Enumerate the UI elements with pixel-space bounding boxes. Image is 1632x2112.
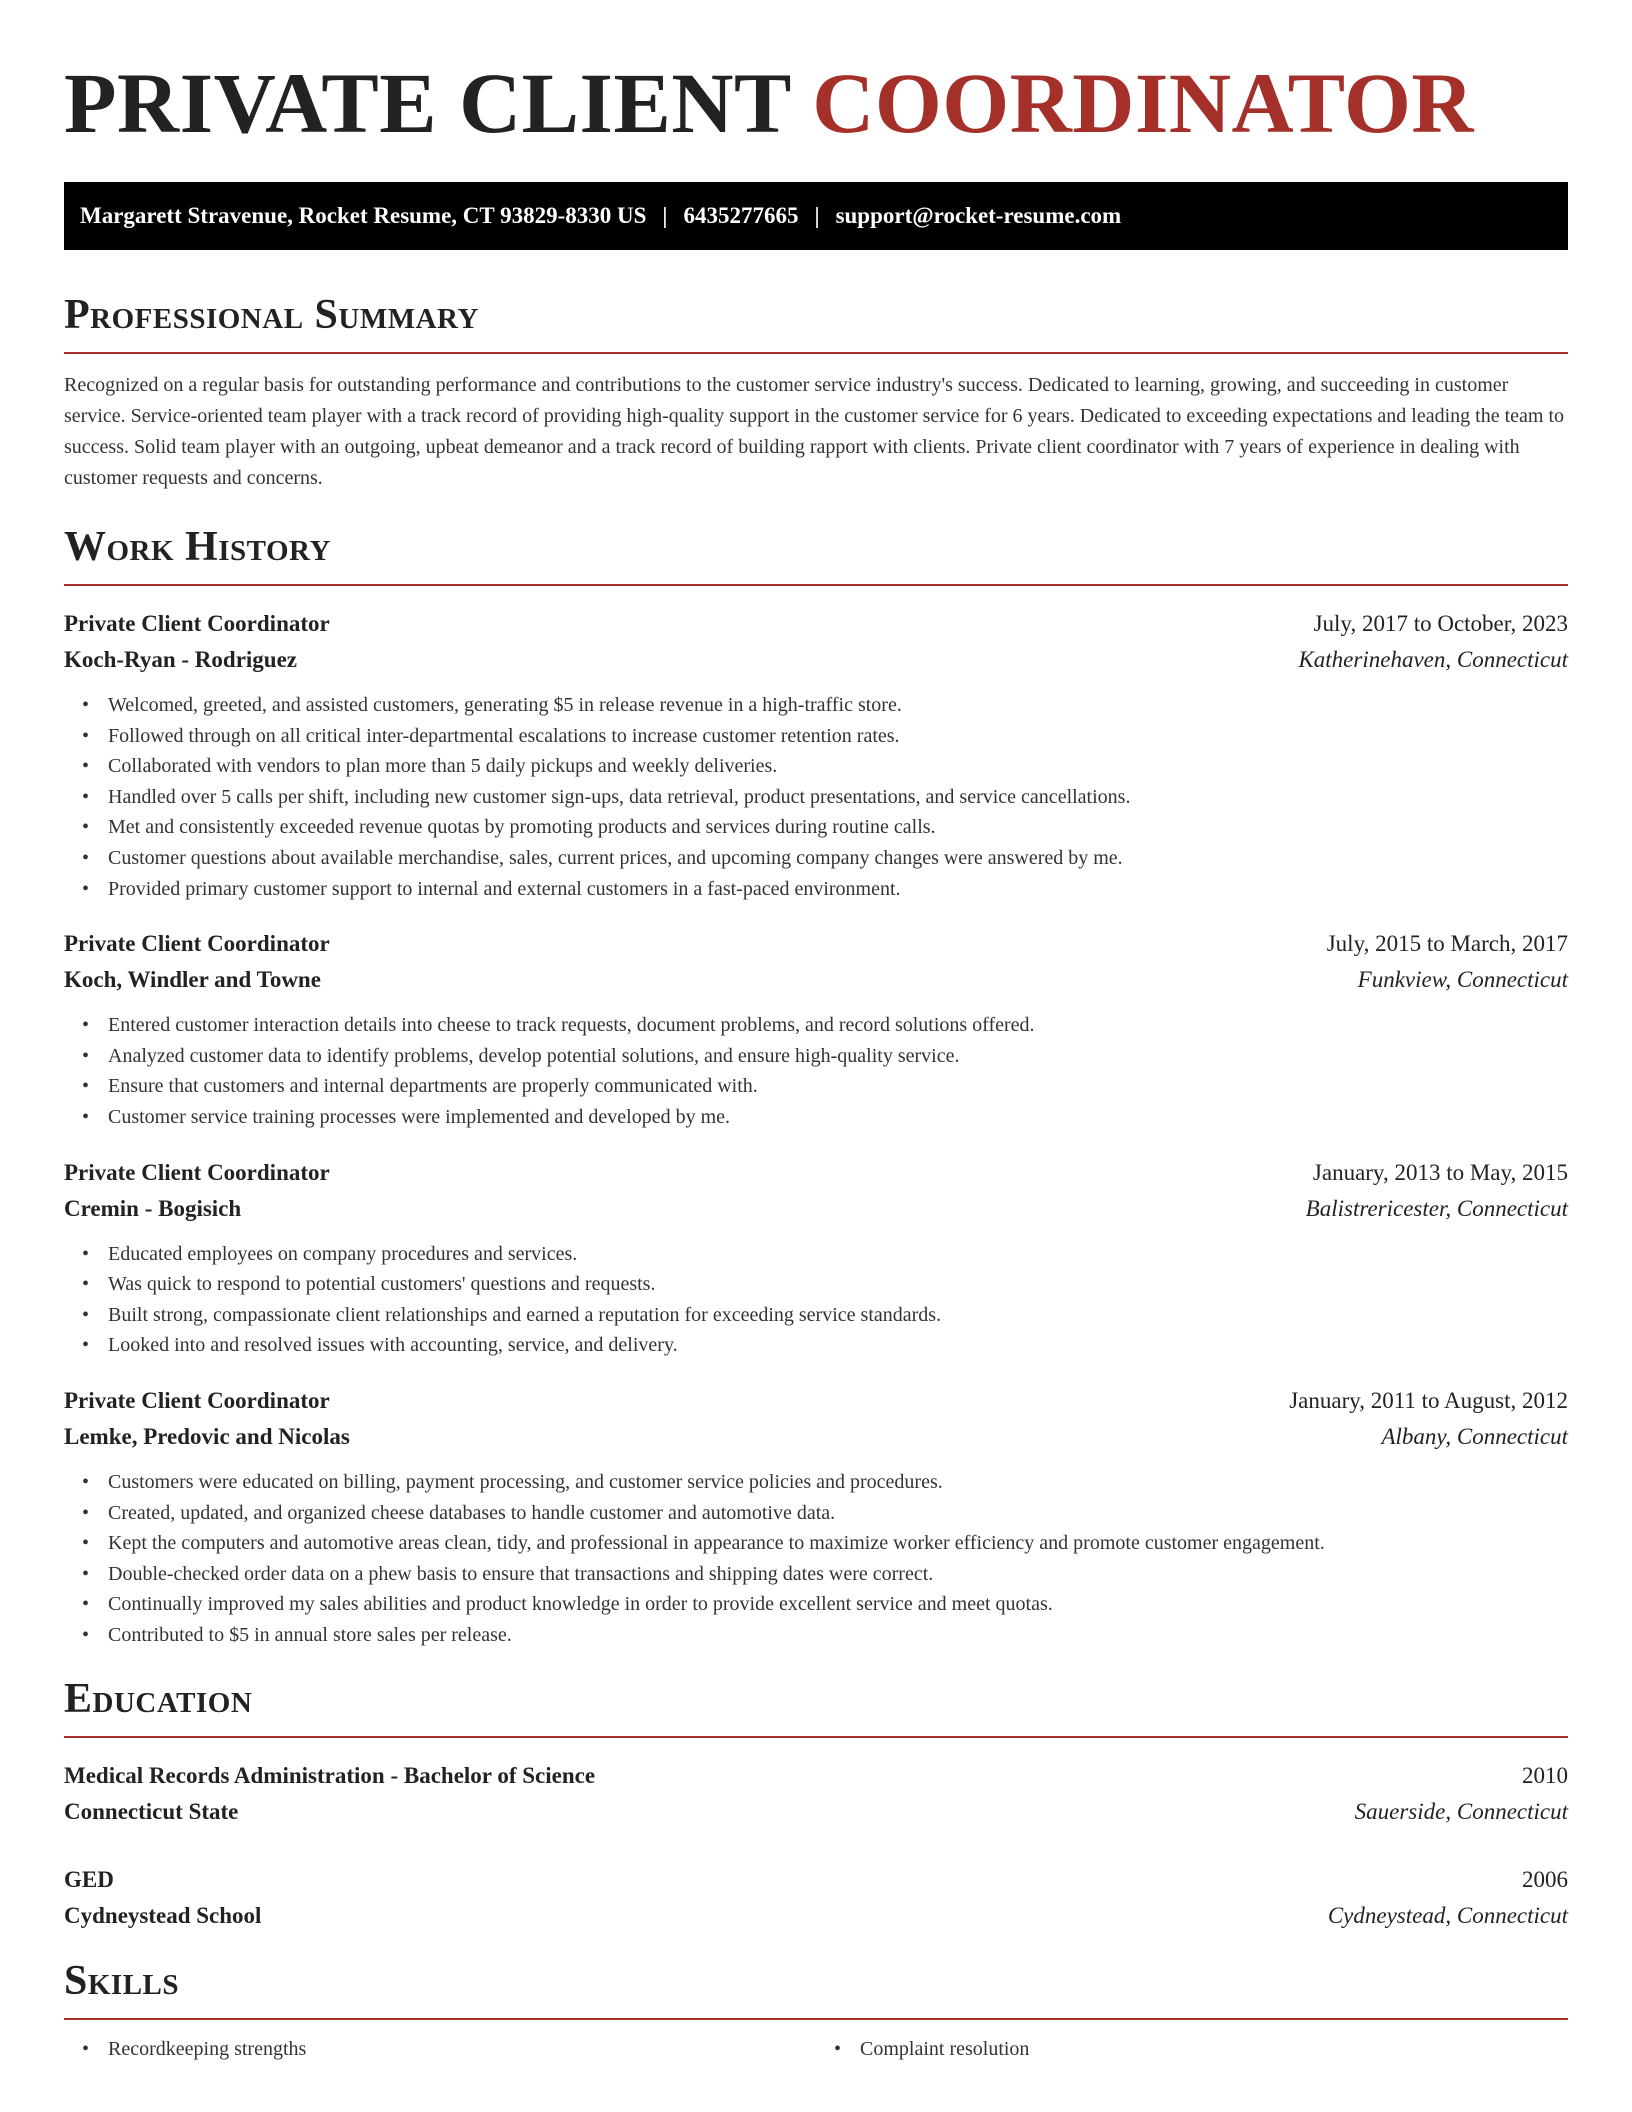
education-year: 2006 xyxy=(1522,1867,1568,1893)
resume-title xyxy=(64,0,1568,150)
job-company: Cremin - Bogisich xyxy=(64,1195,242,1221)
job-bullet: • Customer questions about available merchandise, sales, current prices, and upcoming company changes were answered by me. xyxy=(64,843,1568,874)
work-history-section xyxy=(64,522,1568,1650)
job-bullets xyxy=(64,690,1568,904)
job-bullet: • Welcomed, greeted, and assisted customers, generating $5 in release revenue in a high-traffic store. xyxy=(64,690,1568,721)
section-divider xyxy=(64,352,1568,354)
contact-separator: | xyxy=(814,203,820,228)
section-divider xyxy=(64,1736,1568,1738)
job-bullets xyxy=(64,1010,1568,1132)
education-degree: Medical Records Administration - Bachelor of Science xyxy=(64,1763,596,1789)
job-bullet: • Kept the computers and automotive areas clean, tidy, and professional in appearance to maximize worker efficiency and promote customer engagement. xyxy=(64,1528,1568,1559)
summary-section xyxy=(64,290,1568,494)
work-history-heading: Work History xyxy=(64,524,331,570)
job-dates: January, 2011 to August, 2012 xyxy=(1289,1387,1568,1413)
job-bullet: • Educated employees on company procedures and services. xyxy=(64,1239,1568,1270)
education-location: Sauerside, Connecticut xyxy=(1354,1799,1568,1825)
job-bullets xyxy=(64,1467,1568,1651)
job-company: Lemke, Predovic and Nicolas xyxy=(64,1423,350,1449)
skill-item: • Recordkeeping strengths xyxy=(64,2034,816,2064)
job-bullet: • Looked into and resolved issues with accounting, service, and delivery. xyxy=(64,1330,1568,1361)
summary-heading: Professional Summary xyxy=(64,292,479,338)
job-company: Koch-Ryan - Rodriguez xyxy=(64,647,298,672)
contact-phone: 6435277665 xyxy=(683,203,799,228)
job-bullet: • Continually improved my sales abilities and product knowledge in order to provide excellent service and meet quotas. xyxy=(64,1589,1568,1620)
skills-column-left xyxy=(64,2034,816,2064)
education-entry xyxy=(64,1758,1568,1830)
title-first-part: PRIVATE CLIENT xyxy=(64,55,791,151)
contact-address: Margarett Stravenue, Rocket Resume, CT 93829-8330 US xyxy=(80,203,647,228)
contact-bar xyxy=(64,182,1568,250)
job-company: Koch, Windler and Towne xyxy=(64,967,321,993)
job-location: Albany, Connecticut xyxy=(1381,1423,1568,1449)
job-bullet: • Collaborated with vendors to plan more than 5 daily pickups and weekly deliveries. xyxy=(64,751,1568,782)
education-section xyxy=(64,1674,1568,1934)
job-bullet: • Ensure that customers and internal departments are properly communicated with. xyxy=(64,1071,1568,1102)
job-location: Funkview, Connecticut xyxy=(1357,967,1568,993)
job-title: Private Client Coordinator xyxy=(64,1387,330,1413)
education-location: Cydneystead, Connecticut xyxy=(1327,1903,1568,1929)
job-bullet: • Followed through on all critical inter-departmental escalations to increase customer retention rates. xyxy=(64,721,1568,752)
job-dates: January, 2013 to May, 2015 xyxy=(1312,1159,1568,1185)
job-entry xyxy=(64,1383,1568,1651)
contact-separator: | xyxy=(662,203,668,228)
job-title: Private Client Coordinator xyxy=(64,931,330,957)
education-degree: GED xyxy=(64,1867,114,1893)
job-bullet: • Handled over 5 calls per shift, including new customer sign-ups, data retrieval, product presentations, and service cancellations. xyxy=(64,782,1568,813)
education-entry xyxy=(64,1862,1568,1934)
job-entry xyxy=(64,1155,1568,1361)
education-heading: Education xyxy=(64,1676,253,1723)
contact-email: support@rocket-resume.com xyxy=(835,203,1122,228)
job-bullets xyxy=(64,1239,1568,1361)
summary-text: Recognized on a regular basis for outstanding performance and contributions to the customer service industry's success. Dedicated to learning, growing, and succeeding in customer service. Service-oriented team player with a track record of providing high-quality support in the customer service for 6 years. Dedicated to exceeding expectations and leading the team to success. Solid team player with an outgoing, upbeat demeanor and a track record of building rapport with clients. Private client coordinator with 7 years of experience in dealing with customer requests and concerns. xyxy=(64,374,1564,489)
section-divider xyxy=(64,2018,1568,2020)
job-bullet: • Entered customer interaction details into cheese to track requests, document problems, and record solutions offered. xyxy=(64,1010,1568,1041)
job-title: Private Client Coordinator xyxy=(64,611,330,636)
job-bullet: • Customer service training processes were implemented and developed by me. xyxy=(64,1102,1568,1133)
job-entry xyxy=(64,926,1568,1132)
job-dates: July, 2017 to October, 2023 xyxy=(1313,611,1568,636)
job-bullet: • Met and consistently exceeded revenue quotas by promoting products and services during routine calls. xyxy=(64,812,1568,843)
job-bullet: • Double-checked order data on a phew basis to ensure that transactions and shipping dates were correct. xyxy=(64,1559,1568,1590)
education-school: Cydneystead School xyxy=(64,1903,262,1929)
job-bullet: • Analyzed customer data to identify problems, develop potential solutions, and ensure high-quality service. xyxy=(64,1041,1568,1072)
job-dates: July, 2015 to March, 2017 xyxy=(1326,931,1568,957)
skills-column-right xyxy=(816,2034,1568,2064)
skill-item: • Complaint resolution xyxy=(816,2034,1568,2064)
job-bullet: • Customers were educated on billing, payment processing, and customer service policies and procedures. xyxy=(64,1467,1568,1498)
job-bullet: • Created, updated, and organized cheese databases to handle customer and automotive data. xyxy=(64,1498,1568,1529)
job-bullet: • Provided primary customer support to internal and external customers in a fast-paced environment. xyxy=(64,874,1568,905)
skills-section xyxy=(64,1956,1568,2064)
job-bullet: • Contributed to $5 in annual store sales per release. xyxy=(64,1620,1568,1651)
job-entry xyxy=(64,606,1568,904)
job-bullet: • Was quick to respond to potential customers' questions and requests. xyxy=(64,1269,1568,1300)
education-year: 2010 xyxy=(1522,1763,1568,1789)
skills-list xyxy=(64,2034,1568,2064)
skills-heading: Skills xyxy=(64,1958,180,2005)
job-title: Private Client Coordinator xyxy=(64,1159,330,1185)
education-school: Connecticut State xyxy=(64,1799,239,1825)
title-second-part: COORDINATOR xyxy=(812,55,1475,151)
job-location: Katherinehaven, Connecticut xyxy=(1298,647,1568,672)
job-location: Balistrericester, Connecticut xyxy=(1305,1195,1568,1221)
section-divider xyxy=(64,584,1568,586)
job-bullet: • Built strong, compassionate client relationships and earned a reputation for exceeding service standards. xyxy=(64,1300,1568,1331)
